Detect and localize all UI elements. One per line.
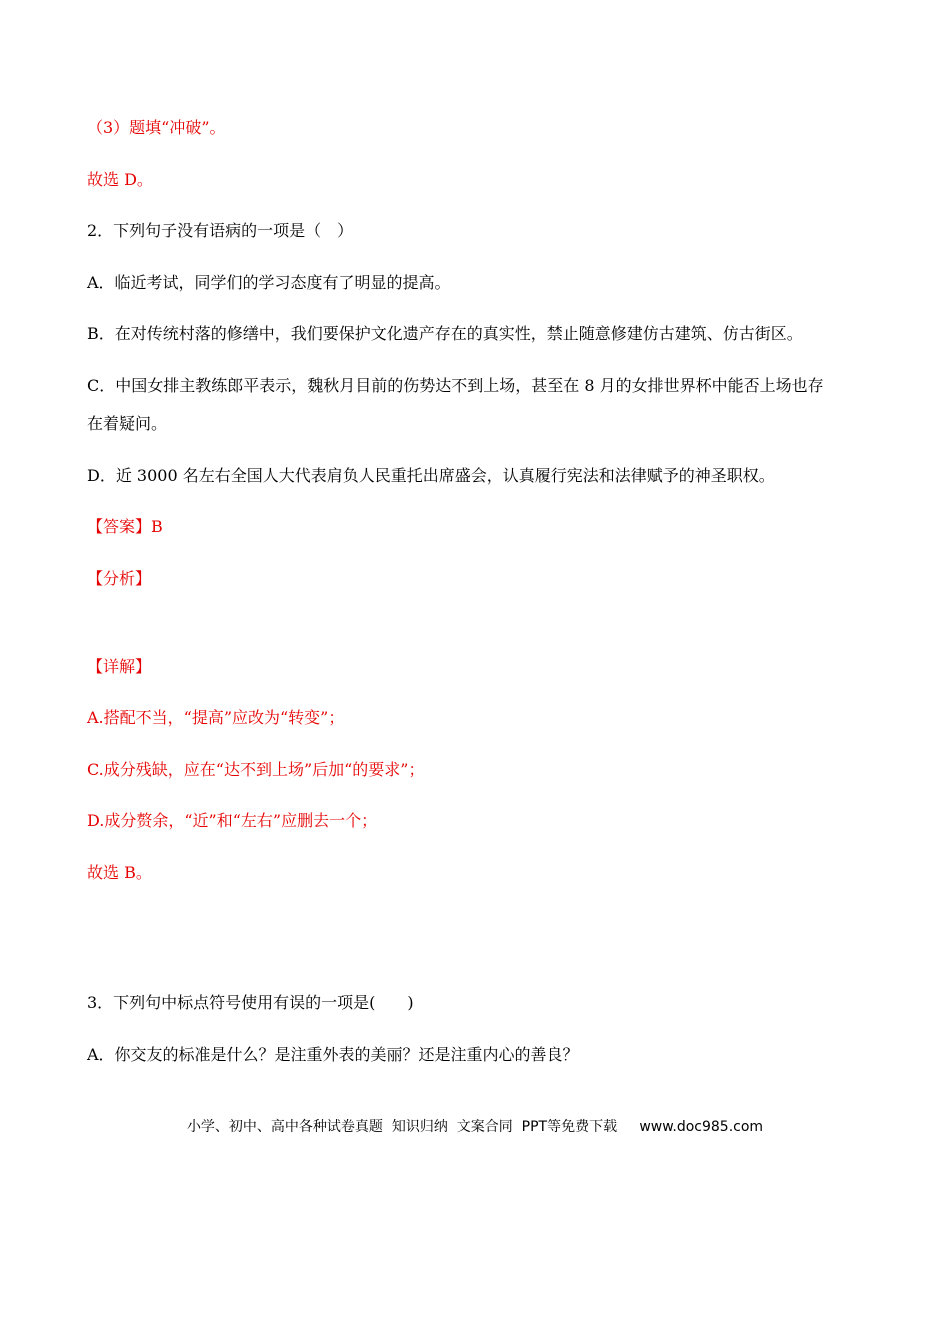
question-2-option-c-line2: 在着疑问。: [87, 414, 168, 433]
question-3-option-a: A．你交友的标准是什么？是注重外表的美丽？还是注重内心的善良？: [87, 1045, 579, 1064]
question-2-option-d: D．近 3000 名左右全国人大代表肩负人民重托出席盛会，认真履行宪法和法律赋予的神圣职权。: [87, 466, 775, 485]
question-2-conclusion: 故选 B。: [87, 863, 152, 882]
question-2-stem: 2．下列句子没有语病的一项是（ ）: [87, 221, 354, 240]
detail-label: 【详解】: [87, 657, 152, 676]
prev-conclusion: 故选 D。: [87, 170, 153, 189]
analysis-label: 【分析】: [87, 569, 152, 588]
answer-label: 【答案】B: [87, 517, 163, 536]
detail-a: A.搭配不当，“提高”应改为“转变”；: [87, 708, 345, 727]
question-2-option-b: B．在对传统村落的修缮中，我们要保护文化遗产存在的真实性，禁止随意修建仿古建筑、仿古街区。: [87, 324, 803, 343]
detail-c: C.成分残缺，应在“达不到上场”后加“的要求”；: [87, 760, 425, 779]
page-footer: 小学、初中、高中各种试卷真题 知识归纳 文案合同 PPT等免费下载 www.doc985.com: [186, 1119, 764, 1135]
question-2-option-a: A．临近考试，同学们的学习态度有了明显的提高。: [87, 273, 451, 292]
detail-d: D.成分赘余，“近”和“左右”应删去一个；: [87, 811, 378, 830]
prev-answer-line: （3）题填“冲破”。: [87, 118, 226, 137]
question-3-stem: 3．下列句中标点符号使用有误的一项是( ): [87, 993, 414, 1012]
question-2-option-c-line1: C．中国女排主教练郎平表示，魏秋月目前的伤势达不到上场，甚至在 8 月的女排世界杯中能否上场也存: [87, 376, 824, 395]
